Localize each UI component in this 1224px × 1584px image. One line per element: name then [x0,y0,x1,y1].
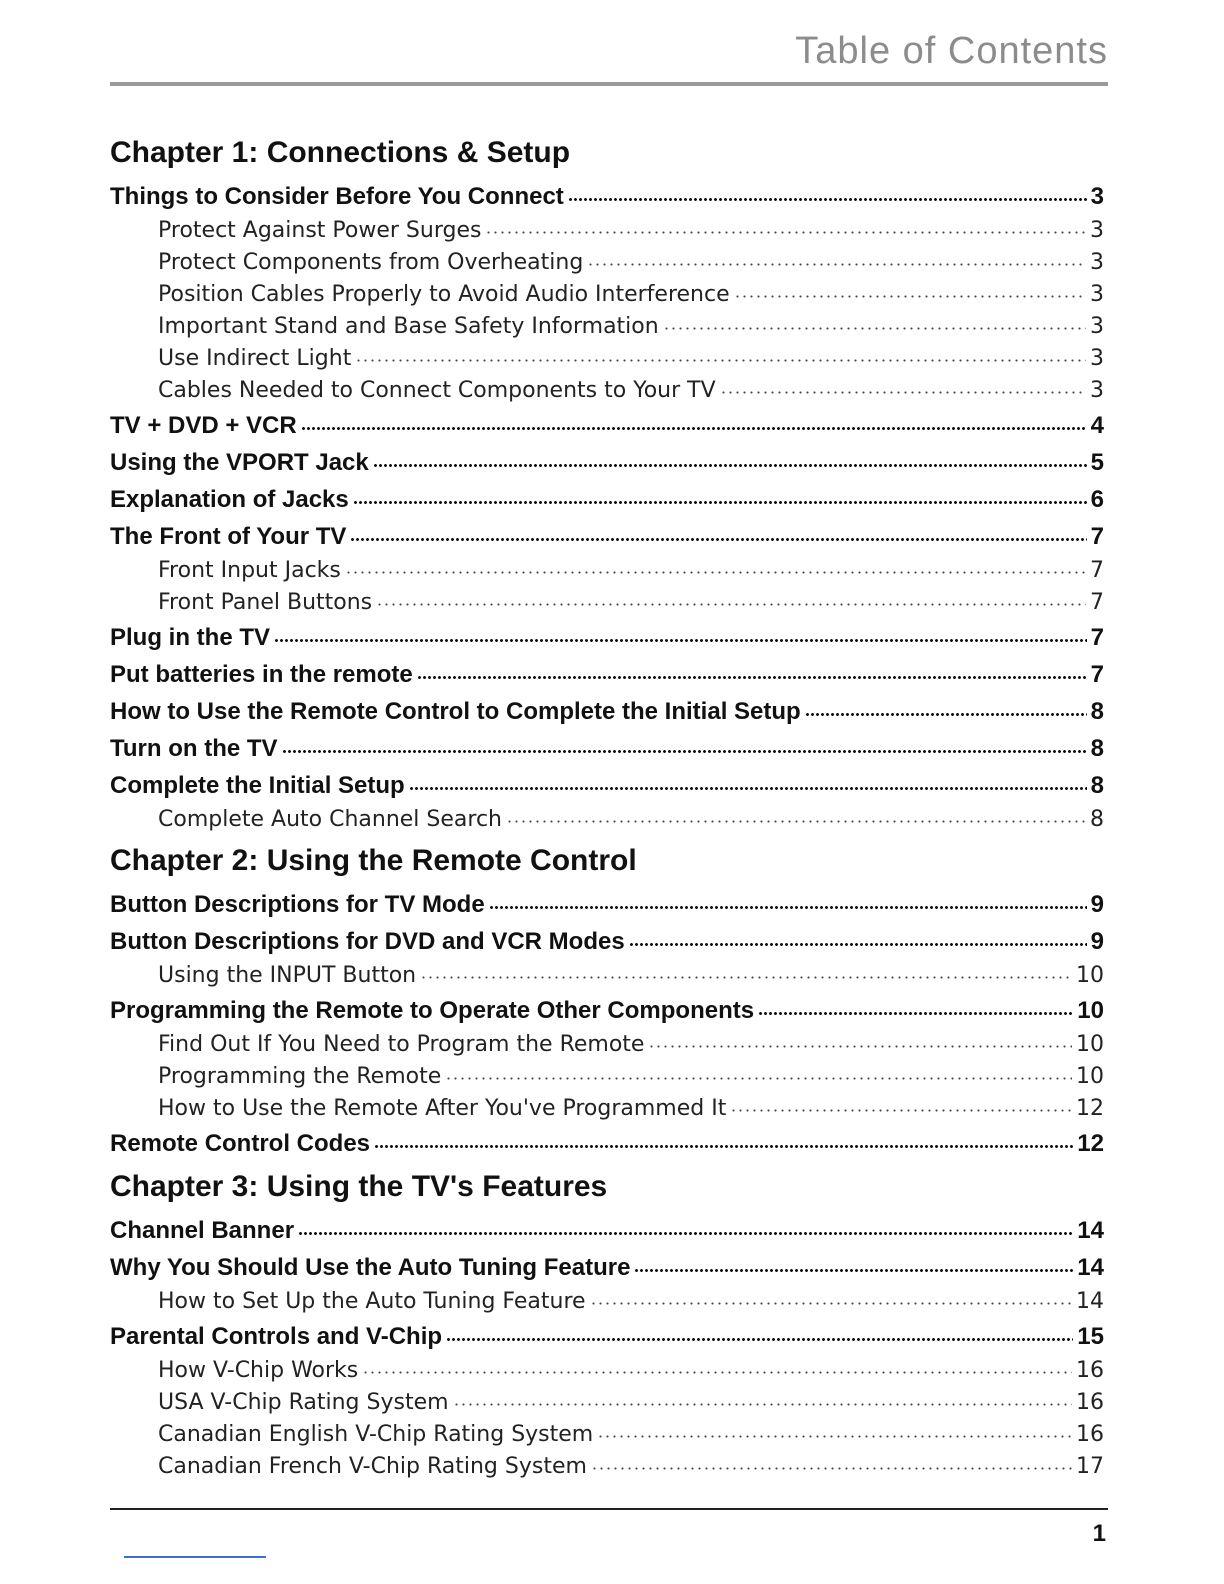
toc-entry-label: Important Stand and Base Safety Information [158,314,659,339]
toc-entry-page: 3 [1090,183,1104,210]
toc-entry-page: 14 [1077,1254,1104,1281]
toc-subentry[interactable] [110,1061,1104,1093]
toc-subentry[interactable] [110,1451,1104,1483]
toc-entry-label: Parental Controls and V-Chip [110,1323,443,1350]
toc-entry[interactable] [110,518,1104,555]
toc-entry-page: 15 [1077,1323,1104,1350]
toc-entry-page: 3 [1090,378,1104,403]
dot-leader [355,359,1086,363]
footer-rule [110,1508,1108,1510]
toc-entry-page: 3 [1090,282,1104,307]
toc-entry-label: Remote Control Codes [110,1130,371,1157]
toc-entry-page: 16 [1076,1390,1104,1415]
footer-mark [124,1556,266,1558]
toc-entry-label: Complete Auto Channel Search [158,807,502,832]
dot-leader [568,198,1087,202]
table-of-contents [110,128,1104,1483]
toc-entry-label: Why You Should Use the Auto Tuning Feature [110,1254,631,1281]
toc-subentry[interactable] [110,1387,1104,1419]
toc-entry-label: The Front of Your TV [110,523,347,550]
toc-subentry[interactable] [110,1419,1104,1451]
toc-entry-label: Button Descriptions for TV Mode [110,891,485,918]
toc-entry-page: 8 [1090,698,1104,725]
toc-entry-page: 8 [1090,735,1104,762]
toc-entry[interactable] [110,1125,1104,1162]
dot-leader [730,1109,1072,1113]
dot-leader [446,1338,1073,1342]
toc-entry-page: 16 [1076,1358,1104,1383]
toc-entry-page: 5 [1090,449,1104,476]
toc-entry[interactable] [110,1249,1104,1286]
toc-entry-label: Protect Components from Overheating [158,250,584,275]
toc-entry-label: Button Descriptions for DVD and VCR Modes [110,928,625,955]
toc-entry-label: Front Input Jacks [158,558,341,583]
dot-leader [758,1012,1073,1016]
toc-entry-page: 3 [1090,314,1104,339]
toc-entry[interactable] [110,693,1104,730]
dot-leader [663,327,1086,331]
toc-subentry[interactable] [110,279,1104,311]
toc-entry[interactable] [110,656,1104,693]
toc-subentry[interactable] [110,804,1104,836]
toc-entry[interactable] [110,444,1104,481]
toc-entry-label: TV + DVD + VCR [110,412,297,439]
page-number: 1 [1092,1520,1106,1547]
toc-entry-label: Explanation of Jacks [110,486,349,513]
toc-entry-label: Complete the Initial Setup [110,772,405,799]
toc-subentry[interactable] [110,375,1104,407]
toc-entry-label: Things to Consider Before You Connect [110,183,564,210]
toc-entry-label: Use Indirect Light [158,346,352,371]
toc-subentry[interactable] [110,1286,1104,1318]
toc-entry-page: 4 [1090,412,1104,439]
dot-leader [506,820,1086,824]
dot-leader [445,1077,1072,1081]
toc-entry-page: 8 [1090,772,1104,799]
toc-entry-page: 14 [1077,1217,1104,1244]
toc-entry-label: How to Set Up the Auto Tuning Feature [158,1289,586,1314]
toc-entry-page: 10 [1076,1032,1104,1057]
chapter-heading: Chapter 3: Using the TV's Features [110,1170,608,1203]
toc-entry-page: 7 [1090,558,1104,583]
toc-entry-label: How to Use the Remote After You've Programmed It [158,1096,727,1121]
toc-entry[interactable] [110,481,1104,518]
dot-leader [587,263,1086,267]
toc-entry-page: 7 [1090,661,1104,688]
toc-entry-label: USA V-Chip Rating System [158,1390,449,1415]
toc-entry-page: 17 [1076,1454,1104,1479]
toc-subentry[interactable] [110,215,1104,247]
toc-entry-page: 7 [1090,590,1104,615]
toc-entry-page: 7 [1090,523,1104,550]
toc-entry-label: Canadian English V-Chip Rating System [158,1422,594,1447]
toc-subentry[interactable] [110,1093,1104,1125]
toc-entry-label: How to Use the Remote Control to Complete the Initial Setup [110,698,801,725]
toc-entry[interactable] [110,1318,1104,1355]
toc-subentry[interactable] [110,1355,1104,1387]
toc-entry-label: Using the VPORT Jack [110,449,369,476]
dot-leader [805,713,1087,717]
toc-entry-page: 10 [1076,1064,1104,1089]
dot-leader [350,538,1086,542]
toc-entry-page: 6 [1090,486,1104,513]
toc-entry[interactable] [110,992,1104,1029]
toc-entry-label: Canadian French V-Chip Rating System [158,1454,587,1479]
toc-entry-page: 8 [1090,807,1104,832]
toc-entry[interactable] [110,767,1104,804]
dot-leader [282,750,1087,754]
toc-entry[interactable] [110,407,1104,444]
dot-leader [489,906,1087,910]
toc-entry-page: 3 [1090,346,1104,371]
toc-subentry[interactable] [110,960,1104,992]
toc-entry-page: 10 [1077,997,1104,1024]
dot-leader [420,976,1072,980]
toc-entry-label: Plug in the TV [110,624,270,651]
dot-leader [374,1145,1073,1149]
dot-leader [453,1403,1072,1407]
toc-entry[interactable] [110,619,1104,656]
toc-entry[interactable] [110,730,1104,767]
dot-leader [629,943,1087,947]
dot-leader [485,231,1086,235]
toc-entry-label: Programming the Remote [158,1064,442,1089]
dot-leader [345,571,1086,575]
toc-entry-label: Protect Against Power Surges [158,218,482,243]
toc-subentry[interactable] [110,247,1104,279]
dot-leader [301,427,1087,431]
toc-entry[interactable] [110,178,1104,215]
toc-entry-label: How V-Chip Works [158,1358,359,1383]
toc-entry-page: 14 [1076,1289,1104,1314]
toc-entry-label: Position Cables Properly to Avoid Audio Interference [158,282,730,307]
toc-entry[interactable] [110,886,1104,923]
dot-leader [409,787,1087,791]
toc-entry-page: 3 [1090,218,1104,243]
toc-entry-page: 9 [1090,928,1104,955]
dot-leader [376,603,1086,607]
toc-entry-label: Using the INPUT Button [158,963,417,988]
toc-entry-page: 9 [1090,891,1104,918]
toc-subentry[interactable] [110,343,1104,375]
chapter-heading: Chapter 2: Using the Remote Control [110,844,637,877]
dot-leader [734,295,1086,299]
dot-leader [353,501,1087,505]
toc-entry-label: Find Out If You Need to Program the Remote [158,1032,645,1057]
dot-leader [417,676,1087,680]
toc-entry-label: Cables Needed to Connect Components to Your TV [158,378,716,403]
dot-leader [590,1302,1072,1306]
dot-leader [362,1371,1072,1375]
page-title: Table of Contents [795,30,1108,72]
toc-subentry[interactable] [110,555,1104,587]
toc-entry-page: 10 [1076,963,1104,988]
dot-leader [648,1045,1072,1049]
toc-entry-page: 12 [1076,1096,1104,1121]
toc-entry-page: 12 [1077,1130,1104,1157]
dot-leader [634,1269,1073,1273]
dot-leader [274,639,1087,643]
dot-leader [591,1467,1072,1471]
toc-entry-page: 7 [1090,624,1104,651]
dot-leader [597,1435,1072,1439]
dot-leader [720,391,1086,395]
toc-entry-label: Turn on the TV [110,735,278,762]
toc-entry-label: Front Panel Buttons [158,590,373,615]
dot-leader [298,1232,1073,1236]
toc-subentry[interactable] [110,311,1104,343]
toc-entry-page: 16 [1076,1422,1104,1447]
toc-entry[interactable] [110,923,1104,960]
toc-entry-label: Put batteries in the remote [110,661,413,688]
chapter-heading: Chapter 1: Connections & Setup [110,136,571,169]
toc-subentry[interactable] [110,587,1104,619]
toc-subentry[interactable] [110,1029,1104,1061]
dot-leader [373,464,1087,468]
header-rule [110,82,1108,86]
toc-entry-page: 3 [1090,250,1104,275]
toc-entry[interactable] [110,1212,1104,1249]
toc-entry-label: Programming the Remote to Operate Other Components [110,997,755,1024]
toc-entry-label: Channel Banner [110,1217,295,1244]
